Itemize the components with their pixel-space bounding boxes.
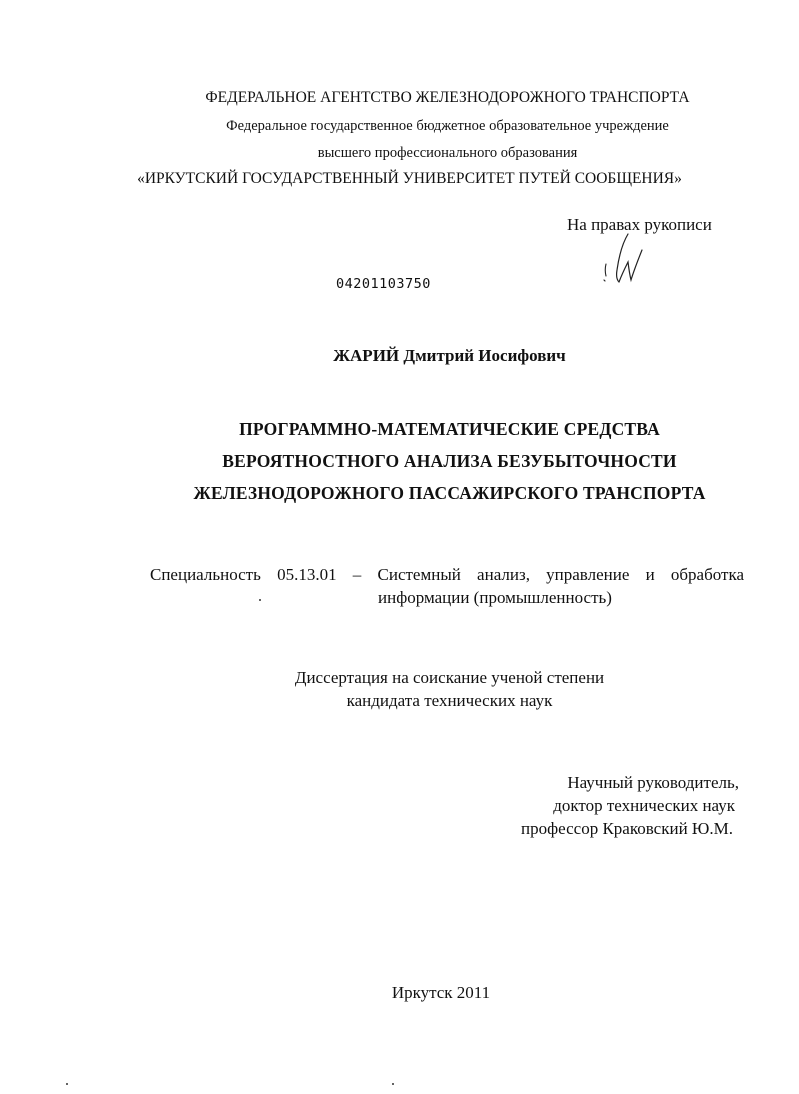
header-agency: ФЕДЕРАЛЬНОЕ АГЕНТСТВО ЖЕЛЕЗНОДОРОЖНОГО ТРАНСПОРТА bbox=[205, 89, 690, 106]
header-institution-type: Федеральное государственное бюджетное образовательное учреждение bbox=[226, 118, 669, 134]
header-education-level: высшего профессионального образования bbox=[317, 145, 578, 161]
header-university: «ИРКУТСКИЙ ГОСУДАРСТВЕННЫЙ УНИВЕРСИТЕТ ПУТЕЙ СООБЩЕНИЯ» bbox=[137, 170, 682, 187]
supervisor-degree: доктор технических наук bbox=[553, 796, 735, 815]
supervisor-role: Научный руководитель, bbox=[567, 773, 739, 792]
thesis-title-line-2: ВЕРОЯТНОСТНОГО АНАЛИЗА БЕЗУБЫТОЧНОСТИ bbox=[222, 451, 677, 471]
scan-speck bbox=[66, 1083, 68, 1085]
scan-speck bbox=[259, 599, 261, 601]
scan-speck bbox=[392, 1083, 394, 1085]
handwritten-signature bbox=[598, 230, 648, 286]
manuscript-note: На правах рукописи bbox=[567, 215, 712, 234]
specialty-line-1: Специальность 05.13.01 – Системный анализ, управление и обработка bbox=[150, 565, 744, 584]
thesis-title-line-3: ЖЕЛЕЗНОДОРОЖНОГО ПАССАЖИРСКОГО ТРАНСПОРТА bbox=[193, 483, 706, 503]
author-name: ЖАРИЙ Дмитрий Иосифович bbox=[333, 346, 566, 365]
supervisor-name: профессор Краковский Ю.М. bbox=[521, 819, 733, 838]
specialty-line-2: информации (промышленность) bbox=[378, 588, 612, 607]
thesis-title-line-1: ПРОГРАММНО-МАТЕМАТИЧЕСКИЕ СРЕДСТВА bbox=[239, 419, 660, 439]
registration-number: 04201103750 bbox=[336, 276, 431, 292]
dissertation-line-2: кандидата технических наук bbox=[346, 691, 553, 710]
dissertation-line-1: Диссертация на соискание ученой степени bbox=[294, 668, 605, 687]
place-and-year: Иркутск 2011 bbox=[391, 983, 491, 1002]
